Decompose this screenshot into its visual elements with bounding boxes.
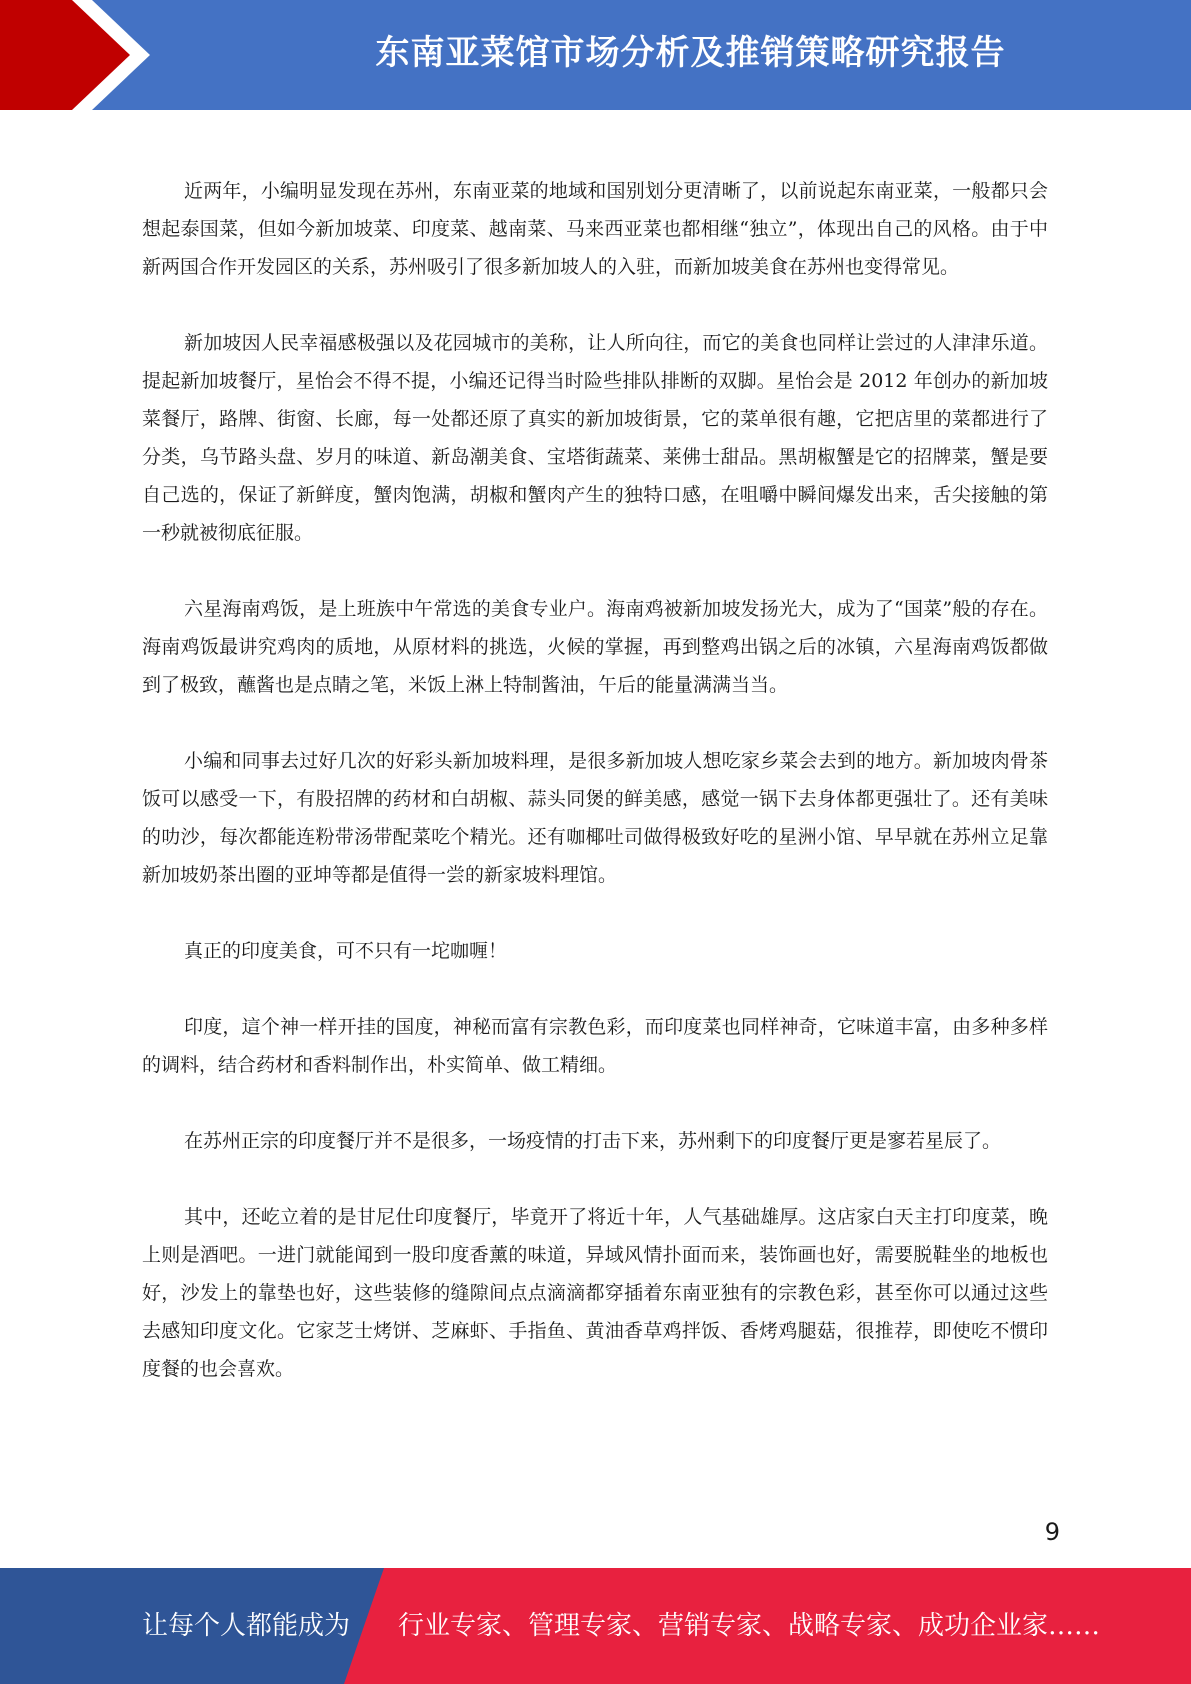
paragraph: 小编和同事去过好几次的好彩头新加坡料理，是很多新加坡人想吃家乡菜会去到的地方。新加坡肉骨茶饭可以感受一下，有股招牌的药材和白胡椒、蒜头同煲的鲜美感，感觉一锅下去身体都更强壮了。还有美味的叻沙，每次都能连粉带汤带配菜吃个精光。还有咖椰吐司做得极致好吃的星洲小馆、早早就在苏州立足靠新加坡奶茶出圈的亚坤等都是值得一尝的新家坡料理馆。 [142, 750, 1048, 886]
paragraph: 六星海南鸡饭，是上班族中午常选的美食专业户。海南鸡被新加坡发扬光大，成为了“国菜”般的存在。海南鸡饭最讲究鸡肉的质地，从原材料的挑选，火候的掌握，再到整鸡出锅之后的冰镇，六星海南鸡饭都做到了极致，蘸酱也是点睛之笔，米饭上淋上特制酱油，午后的能量满满当当。 [142, 598, 1048, 696]
paragraph: 真正的印度美食，可不只有一坨咖喱！ [184, 940, 508, 962]
paragraph: 近两年，小编明显发现在苏州，东南亚菜的地域和国别划分更清晰了，以前说起东南亚菜，一般都只会想起泰国菜，但如今新加坡菜、印度菜、越南菜、马来西亚菜也都相继“独立”，体现出自己的风格。由于中新两国合作开发园区的关系，苏州吸引了很多新加坡人的入驻，而新加坡美食在苏州也变得常见。 [142, 180, 1048, 278]
header-bar [0, 0, 1191, 110]
document-title: 东南亚菜馆市场分析及推销策略研究报告 [375, 33, 1006, 73]
paragraph: 其中，还屹立着的是甘尼仕印度餐厅，毕竟开了将近十年，人气基础雄厚。这店家白天主打印度菜，晚上则是酒吧。一进门就能闻到一股印度香薰的味道，异域风情扑面而来，装饰画也好，需要脱鞋坐的地板也好，沙发上的靠垫也好，这些装修的缝隙间点点滴滴都穿插着东南亚独有的宗教色彩，甚至你可以通过这些去感知印度文化。它家芝士烤饼、芝麻虾、手指鱼、黄油香草鸡拌饭、香烤鸡腿菇，很推荐，即使吃不惯印度餐的也会喜欢。 [142, 1206, 1048, 1380]
report-body [142, 172, 1048, 1426]
footer-bar [0, 1568, 1191, 1684]
paragraph: 在苏州正宗的印度餐厅并不是很多，一场疫情的打击下来，苏州剩下的印度餐厅更是寥若星辰了。 [184, 1130, 1002, 1152]
footer-tagline: 行业专家、管理专家、营销专家、战略专家、成功企业家…… [398, 1611, 1101, 1641]
page-number: 9 [1044, 1518, 1060, 1546]
footer-slogan: 让每个人都能成为 [142, 1611, 351, 1641]
paragraph: 印度，這个神一样开挂的国度，神秘而富有宗教色彩，而印度菜也同样神奇，它味道丰富，由多种多样的调料，结合药材和香料制作出，朴实简单、做工精细。 [142, 1016, 1048, 1076]
paragraph: 新加坡因人民幸福感极强以及花园城市的美称，让人所向往，而它的美食也同样让尝过的人津津乐道。提起新加坡餐厅，星怡会不得不提，小编还记得当时险些排队排断的双脚。星怡会是 2012 年创办的新加坡菜餐厅，路牌、街窗、长廊，每一处都还原了真实的新加坡街景，它的菜单很有趣，它把店里的菜都进行了分类，乌节路头盘、岁月的味道、新岛潮美食、宝塔街蔬菜、莱佛士甜品。黑胡椒蟹是它的招牌菜，蟹是要自己选的，保证了新鲜度，蟹肉饱满，胡椒和蟹肉产生的独特口感，在咀嚼中瞬间爆发出来，舌尖接触的第一秒就被彻底征服。 [142, 332, 1048, 544]
